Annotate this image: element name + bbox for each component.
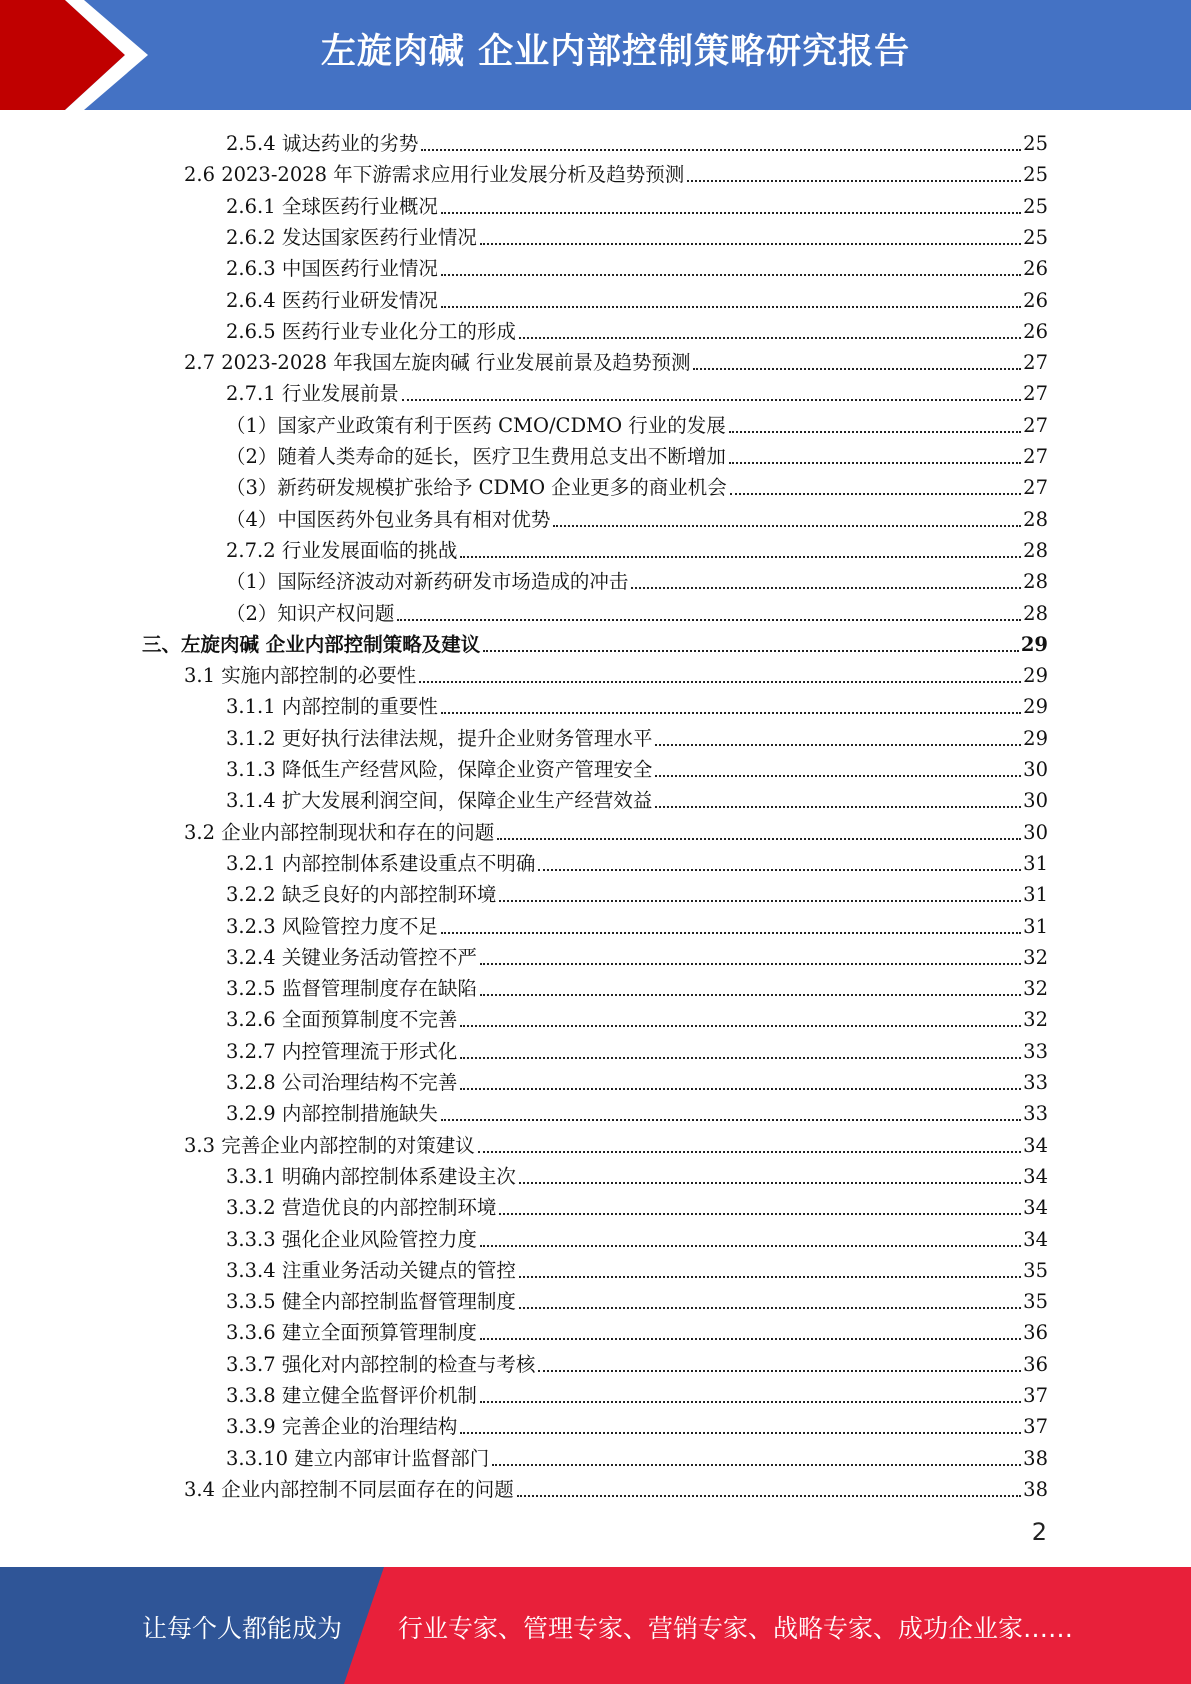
toc-entry-page: 37	[1023, 1415, 1048, 1439]
toc-entry-page: 28	[1023, 570, 1048, 594]
toc-entry[interactable]	[226, 1192, 1048, 1223]
toc-dot-leader	[517, 1494, 1021, 1497]
toc-entry-title: 2.6.5 医药行业专业化分工的形成	[226, 319, 516, 343]
toc-entry-title: 3.2.2 缺乏良好的内部控制环境	[226, 883, 497, 907]
toc-entry-title: 3.3.2 营造优良的内部控制环境	[226, 1196, 497, 1220]
toc-entry-title: 2.5.4 诚达药业的劣势	[226, 132, 419, 155]
toc-entry[interactable]	[226, 472, 1048, 503]
toc-entry[interactable]	[226, 879, 1048, 910]
toc-dot-leader	[419, 680, 1021, 683]
toc-entry[interactable]	[184, 159, 1048, 190]
toc-entry-page: 31	[1023, 914, 1048, 938]
toc-entry-page: 35	[1023, 1258, 1048, 1282]
toc-dot-leader	[460, 1087, 1021, 1090]
toc-entry[interactable]	[226, 723, 1048, 754]
page-header	[0, 0, 1191, 110]
toc-entry[interactable]	[226, 691, 1048, 722]
toc-dot-leader	[519, 1306, 1021, 1309]
toc-entry[interactable]	[226, 1067, 1048, 1098]
toc-entry[interactable]	[226, 754, 1048, 785]
report-title: 左旋肉碱 企业内部控制策略研究报告	[320, 32, 911, 72]
toc-entry-page: 26	[1023, 257, 1048, 281]
toc-entry-page: 29	[1020, 632, 1048, 656]
toc-dot-leader	[421, 148, 1021, 151]
toc-entry-page: 25	[1023, 194, 1048, 218]
toc-dot-leader	[483, 649, 1019, 652]
toc-entry[interactable]	[226, 191, 1048, 222]
toc-entry-page: 25	[1023, 132, 1048, 155]
footer-slogan-right: 行业专家、管理专家、营销专家、战略专家、成功企业家……	[398, 1614, 1074, 1643]
toc-entry-title: 3.1.2 更好执行法律法规，提升企业财务管理水平	[226, 726, 653, 750]
toc-dot-leader	[480, 1244, 1021, 1247]
toc-entry[interactable]	[226, 598, 1048, 629]
toc-entry-title: 3.2.1 内部控制体系建设重点不明确	[226, 851, 536, 875]
toc-entry-page: 32	[1023, 1008, 1048, 1032]
toc-entry[interactable]	[184, 1130, 1048, 1161]
toc-entry-page: 33	[1023, 1071, 1048, 1094]
toc-dot-leader	[441, 273, 1021, 276]
toc-dot-leader	[730, 492, 1021, 495]
toc-dot-leader	[441, 305, 1021, 308]
toc-entry[interactable]	[226, 1004, 1048, 1035]
toc-entry-title: （1）国际经济波动对新药研发市场造成的冲击	[226, 570, 629, 594]
toc-dot-leader	[499, 899, 1021, 902]
toc-dot-leader	[480, 1337, 1021, 1340]
toc-entry-title: 3.2.9 内部控制措施缺失	[226, 1102, 438, 1126]
toc-entry[interactable]	[226, 1224, 1048, 1255]
toc-dot-leader	[655, 805, 1021, 808]
toc-entry[interactable]	[226, 1098, 1048, 1129]
toc-entry-page: 34	[1023, 1164, 1048, 1188]
toc-entry-title: 3.3.9 完善企业的治理结构	[226, 1415, 458, 1439]
toc-entry-page: 35	[1023, 1290, 1048, 1314]
toc-entry-page: 27	[1023, 382, 1048, 406]
toc-entry-title: 3.3.8 建立健全监督评价机制	[226, 1384, 477, 1407]
toc-entry-title: 3.1.3 降低生产经营风险，保障企业资产管理安全	[226, 758, 653, 781]
toc-dot-leader	[655, 743, 1021, 746]
toc-entry[interactable]	[226, 253, 1048, 284]
toc-dot-leader	[497, 837, 1021, 840]
toc-entry[interactable]	[226, 222, 1048, 253]
toc-entry-title: 3.1 实施内部控制的必要性	[184, 664, 417, 688]
toc-entry-page: 27	[1023, 445, 1048, 468]
toc-entry-page: 28	[1023, 538, 1048, 562]
toc-entry-page: 30	[1023, 789, 1048, 813]
toc-entry[interactable]	[226, 441, 1048, 472]
toc-dot-leader	[397, 618, 1021, 621]
toc-entry[interactable]	[226, 410, 1048, 441]
toc-dot-leader	[538, 868, 1021, 871]
toc-entry-page: 34	[1023, 1196, 1048, 1220]
toc-entry-page: 34	[1023, 1227, 1048, 1251]
toc-entry-title: 2.7.2 行业发展面临的挑战	[226, 538, 458, 562]
toc-dot-leader	[480, 242, 1021, 245]
toc-entry-page: 31	[1023, 883, 1048, 907]
toc-dot-leader	[441, 711, 1021, 714]
toc-entry-title: 2.6.2 发达国家医药行业情况	[226, 225, 477, 249]
toc-dot-leader	[687, 179, 1021, 182]
toc-entry-page: 26	[1023, 288, 1048, 312]
toc-entry[interactable]	[226, 973, 1048, 1004]
toc-entry[interactable]	[226, 1036, 1048, 1067]
toc-entry[interactable]	[226, 911, 1048, 942]
toc-entry[interactable]	[184, 660, 1048, 691]
toc-dot-leader	[519, 336, 1021, 339]
toc-dot-leader	[480, 1400, 1021, 1403]
toc-entry[interactable]	[226, 566, 1048, 597]
toc-entry-title: 2.6 2023-2028 年下游需求应用行业发展分析及趋势预测	[184, 163, 685, 187]
toc-dot-leader	[538, 1369, 1021, 1372]
toc-entry[interactable]	[226, 942, 1048, 973]
toc-entry[interactable]	[226, 535, 1048, 566]
toc-entry-title: 3.2 企业内部控制现状和存在的问题	[184, 820, 495, 844]
toc-entry-title: 3.3.7 强化对内部控制的检查与考核	[226, 1352, 536, 1376]
toc-entry-page: 25	[1023, 163, 1048, 187]
toc-entry[interactable]	[226, 504, 1048, 535]
toc-entry[interactable]	[226, 128, 1048, 159]
toc-entry-page: 36	[1023, 1352, 1048, 1376]
toc-dot-leader	[631, 586, 1021, 589]
toc-dot-leader	[693, 367, 1021, 370]
toc-entry-title: 3.3.5 健全内部控制监督管理制度	[226, 1290, 516, 1314]
toc-entry-title: （2）随着人类寿命的延长，医疗卫生费用总支出不断增加	[226, 445, 726, 468]
toc-entry-page: 31	[1023, 851, 1048, 875]
toc-entry-title: 3.1.4 扩大发展利润空间，保障企业生产经营效益	[226, 789, 653, 813]
toc-entry[interactable]	[226, 1286, 1048, 1317]
footer-slogan-left: 让每个人都能成为	[142, 1614, 343, 1643]
toc-dot-leader	[460, 555, 1021, 558]
toc-entry[interactable]	[184, 347, 1048, 378]
toc-entry-page: 38	[1023, 1446, 1048, 1470]
toc-entry[interactable]	[142, 629, 1048, 660]
toc-dot-leader	[441, 1118, 1021, 1121]
toc-entry-title: 3.3 完善企业内部控制的对策建议	[184, 1133, 475, 1157]
toc-entry-title: 3.2.5 监督管理制度存在缺陷	[226, 977, 477, 1001]
toc-entry[interactable]	[226, 1380, 1048, 1411]
toc-entry-page: 30	[1023, 820, 1048, 844]
toc-dot-leader	[499, 1212, 1021, 1215]
toc-dot-leader	[460, 1024, 1021, 1027]
toc-dot-leader	[480, 993, 1021, 996]
toc-dot-leader	[460, 1431, 1021, 1434]
toc-dot-leader	[441, 931, 1021, 934]
toc-entry-page: 29	[1023, 726, 1048, 750]
toc-entry-title: （3）新药研发规模扩张给予 CDMO 企业更多的商业机会	[226, 476, 727, 500]
toc-dot-leader	[402, 398, 1021, 401]
toc-entry-title: 3.2.8 公司治理结构不完善	[226, 1071, 458, 1094]
toc-entry[interactable]	[226, 1317, 1048, 1348]
toc-dot-leader	[655, 774, 1021, 777]
toc-entry-page: 28	[1023, 601, 1048, 625]
toc-entry-page: 30	[1023, 758, 1048, 781]
toc-entry[interactable]	[226, 316, 1048, 347]
toc-entry-page: 33	[1023, 1039, 1048, 1063]
toc-dot-leader	[441, 211, 1021, 214]
toc-entry[interactable]	[226, 1255, 1048, 1286]
toc-entry[interactable]	[184, 1474, 1048, 1505]
toc-entry-title: 2.6.1 全球医药行业概况	[226, 194, 438, 218]
toc-entry-page: 29	[1023, 664, 1048, 688]
toc-dot-leader	[460, 1056, 1021, 1059]
toc-entry-title: 3.3.6 建立全面预算管理制度	[226, 1321, 477, 1345]
toc-entry[interactable]	[226, 378, 1048, 409]
toc-entry-title: （4）中国医药外包业务具有相对优势	[226, 507, 551, 531]
toc-entry-title: 3.3.1 明确内部控制体系建设主次	[226, 1164, 516, 1188]
toc-entry[interactable]	[226, 1443, 1048, 1474]
toc-entry[interactable]	[226, 1411, 1048, 1442]
toc-entry-page: 27	[1023, 413, 1048, 437]
toc-dot-leader	[519, 1181, 1021, 1184]
toc-entry-page: 29	[1023, 695, 1048, 719]
toc-entry-title: 3.3.3 强化企业风险管控力度	[226, 1227, 477, 1251]
toc-entry-page: 27	[1023, 351, 1048, 375]
toc-dot-leader	[478, 1150, 1021, 1153]
toc-dot-leader	[729, 430, 1021, 433]
toc-entry-title: 2.7 2023-2028 年我国左旋肉碱 行业发展前景及趋势预测	[184, 351, 691, 375]
toc-entry[interactable]	[184, 817, 1048, 848]
toc-entry-title: 2.6.4 医药行业研发情况	[226, 288, 438, 312]
page-footer	[0, 1567, 1191, 1684]
toc-entry-page: 25	[1023, 225, 1048, 249]
toc-entry-page: 34	[1023, 1133, 1048, 1157]
toc-entry-title: 2.7.1 行业发展前景	[226, 382, 399, 406]
toc-entry-page: 26	[1023, 319, 1048, 343]
toc-entry-page: 33	[1023, 1102, 1048, 1126]
toc-entry-page: 37	[1023, 1384, 1048, 1407]
toc-entry-title: 3.2.4 关键业务活动管控不严	[226, 945, 477, 969]
toc-entry-title: 3.2.3 风险管控力度不足	[226, 914, 438, 938]
toc-dot-leader	[519, 1275, 1021, 1278]
toc-dot-leader	[492, 1463, 1021, 1466]
toc-dot-leader	[729, 461, 1021, 464]
toc-entry-title: 3.3.4 注重业务活动关键点的管控	[226, 1258, 516, 1282]
toc-entry-title: 3.2.7 内控管理流于形式化	[226, 1039, 458, 1063]
page-number: 2	[1031, 1518, 1047, 1546]
toc-entry-title: 3.2.6 全面预算制度不完善	[226, 1008, 458, 1032]
toc-entry-page: 27	[1023, 476, 1048, 500]
toc-entry[interactable]	[226, 285, 1048, 316]
toc-entry[interactable]	[226, 1161, 1048, 1192]
toc-entry-page: 38	[1023, 1477, 1048, 1501]
toc-entry-title: （1）国家产业政策有利于医药 CMO/CDMO 行业的发展	[226, 413, 726, 437]
toc-entry-page: 28	[1023, 507, 1048, 531]
toc-entry-title: （2）知识产权问题	[226, 601, 395, 625]
toc-entry[interactable]	[226, 1349, 1048, 1380]
toc-entry-title: 3.3.10 建立内部审计监督部门	[226, 1446, 490, 1470]
toc-entry-title: 三、左旋肉碱 企业内部控制策略及建议	[142, 632, 481, 656]
toc-entry-page: 32	[1023, 945, 1048, 969]
toc-entry[interactable]	[226, 785, 1048, 816]
toc-dot-leader	[480, 962, 1021, 965]
toc-entry-title: 3.1.1 内部控制的重要性	[226, 695, 438, 719]
toc-entry-title: 3.4 企业内部控制不同层面存在的问题	[184, 1477, 514, 1501]
toc-entry-page: 36	[1023, 1321, 1048, 1345]
toc-dot-leader	[553, 524, 1021, 527]
toc-entry[interactable]	[226, 848, 1048, 879]
toc-entry-page: 32	[1023, 977, 1048, 1001]
toc-entry-title: 2.6.3 中国医药行业情况	[226, 257, 438, 281]
